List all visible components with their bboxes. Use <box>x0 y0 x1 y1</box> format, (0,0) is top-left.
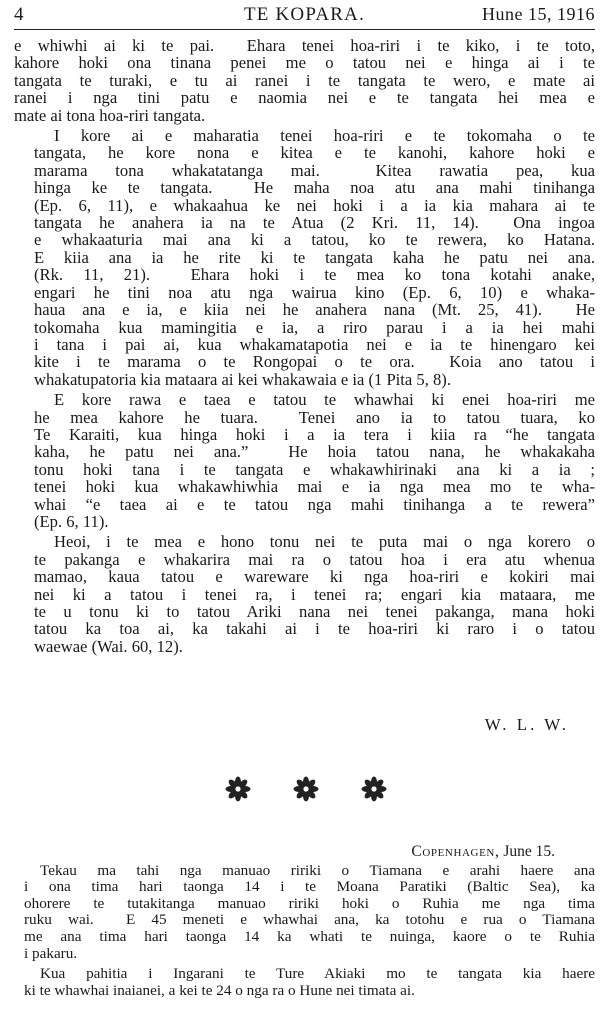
text-line: i ona tima hari taonga 14 i te Moana Paratiki (Baltic Sea), ka <box>24 878 595 896</box>
text-line: kahore hoki ona tinana penei me o tatou nei e hinga ai i te <box>14 53 595 73</box>
flower-ornament-icon <box>225 776 251 802</box>
text-line: (Rk. 11, 21). Ehara hoki i te mea ko tona kotahi anake, <box>34 265 595 285</box>
text-line: tenei hoki kua whakawhiwhia mai e ia nga mea mo te wha- <box>34 477 595 497</box>
article-paragraph <box>14 37 595 124</box>
flower-ornament-icon <box>293 776 319 802</box>
article-paragraph <box>14 391 595 530</box>
flower-ornament-icon <box>361 776 387 802</box>
news-section <box>24 844 595 999</box>
article-paragraph <box>14 533 595 655</box>
text-line: mate ai tona hoa-riri tangata. <box>14 105 206 125</box>
text-line: ranei i nga tini patu e naomia nei e te tangata hei mea e <box>14 88 595 108</box>
article-paragraph <box>14 127 595 388</box>
text-line: e whiwhi ai ki te pai. Ehara tenei hoa-riri i te kiko, i te toto, <box>14 36 595 55</box>
dateline-date: June 15. <box>503 843 555 860</box>
publication-title: TE KOPARA. <box>243 4 366 25</box>
news-paragraph <box>24 966 595 999</box>
text-line: tokomaha kua mamingitia e ia, a riro parau i a ia hei mahi <box>34 317 595 337</box>
text-line: he mea kahore he tuara. Tenei ano ia to tatou tuara, ko <box>34 407 595 427</box>
news-body <box>24 863 595 1000</box>
text-line: whakatupatoria kia mataara ai kei whakawaia e ia (1 Pita 5, 8). <box>34 369 451 389</box>
text-line: waewae (Wai. 60, 12). <box>34 636 183 656</box>
text-line: tonu hoki tana i te tangata e whakawhirinaki ana ki a ia ; <box>34 459 595 479</box>
text-line: hinga ke te tangata. He maha noa atu ana mahi tinihanga <box>34 178 595 198</box>
text-line: kaha, he patu nei ana.” He hoia tatou nana, he whakakaha <box>34 442 595 462</box>
text-line: marama tona whakatatanga mai. Kitea rawatia pea, kua <box>34 160 595 180</box>
text-line: engari he tini noa atu nga wairua kino (Ep. 6, 10) e whaka- <box>34 282 595 302</box>
text-line: ruku wai. E 45 meneti e whawhai ana, ka totohu e rua o Tiamana <box>24 911 595 929</box>
text-line: haua ana e ia, e kiia nei he anahera nana (Mt. 25, 41). He <box>34 300 595 320</box>
text-line: e whakaaturia mai ana ki a tatou, ko te rewera, ko Hatana. <box>34 230 595 250</box>
text-line: ki te whawhai inaianei, a kei te 24 o nga ra o Hune nei timata ai. <box>24 981 415 999</box>
text-line: i tana i pai ai, kua whakamatapotia nei e ia te hinengaro kei <box>34 334 595 354</box>
text-line: ohorere te tutakitanga manuao ririki hoki o Ruhia me nga tima <box>24 894 595 912</box>
news-paragraph <box>24 863 595 963</box>
text-line: (Ep. 6, 11). <box>34 511 109 531</box>
section-ornaments <box>0 776 611 806</box>
text-line: mamao, kaua tatou e wareware ki nga hoa-riri e kokiri mai <box>34 567 595 587</box>
text-line: whai “e taea ai e te tatou nga mahi tinihanga a te rewera” <box>34 494 595 514</box>
text-line: Kua pahitia i Ingarani te Ture Akiaki mo te tangata kia haere <box>40 965 595 983</box>
dateline-place: Copenhagen, <box>411 843 500 860</box>
text-line: kite i te marama o te Rongopai o te ora. Koia ano tatou i <box>34 352 595 372</box>
text-line: Tekau ma tahi nga manuao ririki o Tiamana e arahi haere ana <box>40 861 595 879</box>
article-body <box>14 37 595 655</box>
text-line: te u tonu ki to tatou Ariki nana nei tenei pakanga, mana hoki <box>34 602 595 621</box>
text-line: Te Karaiti, kua hinga hoki i a ia tera i kiia ra “he tangata <box>34 424 595 444</box>
text-line: tatou ka toa ai, ka takahi ai i te hoa-riri ki raro i o tatou <box>34 619 595 639</box>
article-signature: W. L. W. <box>484 715 569 734</box>
text-line: I kore ai e maharatia tenei hoa-riri e te tokomaha o te <box>54 126 595 146</box>
text-line: tangata he anahera ia na te Atua (2 Kri. 11, 14). Ona ingoa <box>34 213 595 233</box>
text-line: (Ep. 6, 11), e whakaahua ke nei hoki i a ia kia mahara ai te <box>34 195 595 215</box>
text-line: tangata, he kore nona e kitea e te kanohi, kahore hoki e <box>34 143 595 163</box>
issue-date: Hune 15, 1916 <box>482 4 595 24</box>
text-line: E kiia ana ia he rite ki te tangata kaha he patu nei ana. <box>34 247 595 267</box>
text-line: i pakaru. <box>24 944 78 962</box>
text-line: me ana tima hari taonga 14 ka whati te nuinga, kaore o te Ruhia <box>24 927 595 945</box>
text-line: te pakanga e whakarira mai ra o tatou hoa i era atu whenua <box>34 549 595 569</box>
text-line: Heoi, i te mea e hono tonu nei te puta mai o nga korero o <box>54 532 595 552</box>
news-dateline <box>24 844 595 861</box>
text-line: nei ki a tatou i tenei ra, i tenei ra; engari kia mataara, me <box>34 584 595 604</box>
text-line: E kore rawa e taea e tatou te whawhai ki enei hoa-riri me <box>54 390 595 410</box>
text-line: tangata te turaki, e tu ai ranei i te tangata te wero, e mate ai <box>14 70 595 90</box>
page-header <box>14 3 595 30</box>
page-number: 4 <box>14 4 24 25</box>
